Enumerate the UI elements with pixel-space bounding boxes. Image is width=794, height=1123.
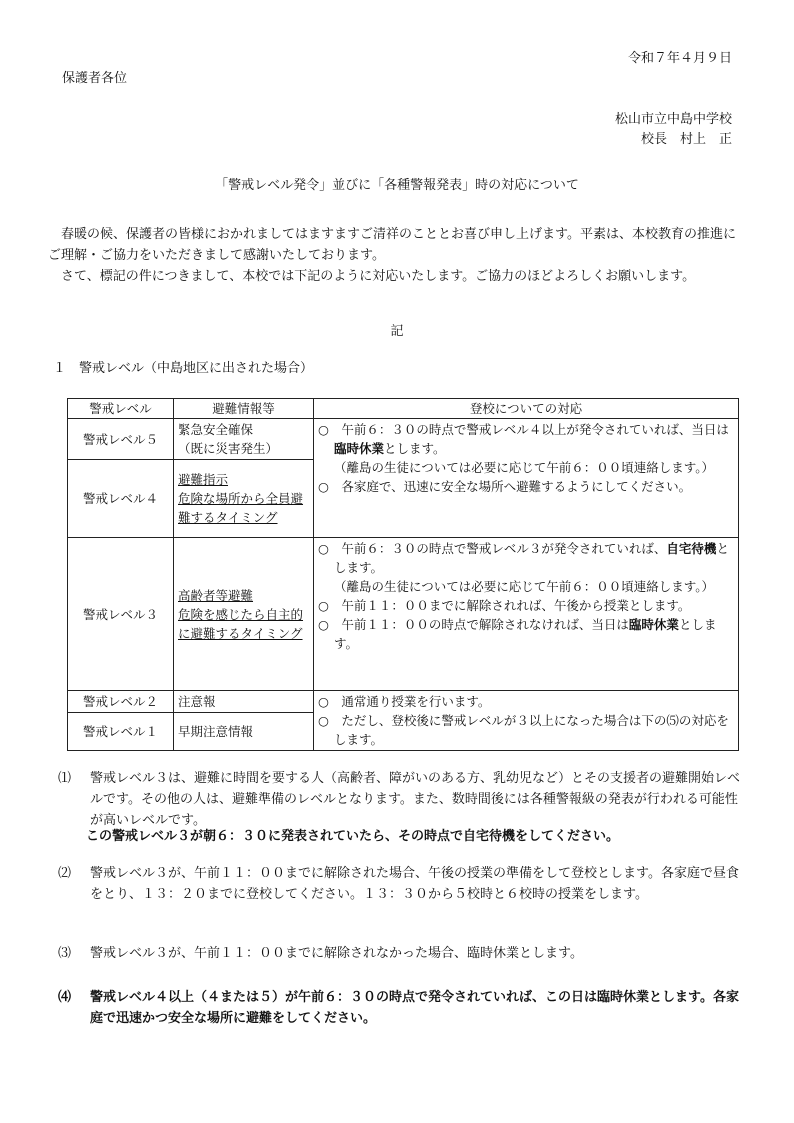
- info-text: 高齢者等避難: [178, 587, 254, 603]
- intro-paragraph-2: さて、標記の件につきまして、本校では下記のように対応いたします。ご協力のほどよろしくお願いします。: [61, 269, 696, 284]
- document-date: 令和７年４月９日: [627, 51, 732, 66]
- ki-heading: 記: [390, 324, 404, 339]
- table-row: [68, 538, 739, 691]
- response-line: ○ 通常通り授業を行います。: [318, 694, 491, 709]
- section-heading: １ 警戒レベル（中島地区に出された場合）: [53, 361, 314, 376]
- response-level-3: [314, 538, 739, 691]
- note-4: [58, 987, 746, 1029]
- response-line: （離島の生徒については必要に応じて午前６：００頃連絡します。）: [334, 460, 715, 475]
- level-5-cell: 警戒レベル５: [68, 419, 174, 460]
- info-text: 避難指示: [178, 472, 229, 487]
- header-level: 警戒レベル: [68, 399, 174, 419]
- level-2-cell: 警戒レベル２: [68, 691, 174, 713]
- level-5-info: [174, 419, 314, 460]
- note-text: 警戒レベル３が、午前１１：００までに解除された場合、午後の授業の準備をして登校とします。各家庭で昼食をとり、１３：２０までに登校してください。１３：３０から５校時と６校時の授業をします。: [90, 866, 739, 902]
- response-line: ○ 各家庭で、迅速に安全な場所へ避難するようにしてください。: [318, 479, 692, 494]
- note-number: ⑷: [58, 990, 72, 1005]
- response-line: ○ 午前１１：００までに解除されれば、午後から授業とします。: [318, 598, 691, 613]
- level-3-info: [174, 538, 314, 691]
- level-1-cell: 警戒レベル１: [68, 713, 174, 751]
- response-line: ○ 午前６：３０の時点で警戒レベル４以上が発令されていれば、当日は臨時休業とします。: [318, 422, 729, 456]
- document-title: 「警戒レベル発令」並びに「各種警報発表」時の対応について: [215, 178, 579, 193]
- level-1-info: 早期注意情報: [174, 713, 314, 751]
- info-text: 危険な場所から全員避難するタイミング: [178, 491, 304, 525]
- response-level-1-2: [314, 691, 739, 751]
- level-2-info: 注意報: [174, 691, 314, 713]
- response-line: （離島の生徒については必要に応じて午前６：００頃連絡します。）: [334, 579, 715, 594]
- header-info: 避難情報等: [174, 399, 314, 419]
- response-line: ○ 午前６：３０の時点で警戒レベル３が発令されていれば、自宅待機とします。: [318, 541, 729, 575]
- response-line: ○ ただし、登校後に警戒レベルが３以上になった場合は下の⑸の対応をします。: [318, 713, 729, 747]
- note-text: 警戒レベル４以上（４または５）が午前６：３０の時点で発令されていれば、この日は臨時休業とします。各家庭で迅速かつ安全な場所に避難をしてください。: [90, 990, 739, 1026]
- response-level-4-5: [314, 419, 739, 538]
- intro-paragraph-1: 春暖の候、保護者の皆様におかれましてはますますご清祥のこととお喜び申し上げます。平素は、本校教育の推進にご理解・ご協力をいただきまして感謝いたしております。: [48, 227, 736, 263]
- table-row: [68, 691, 739, 713]
- level-4-cell: 警戒レベル４: [68, 460, 174, 538]
- note-text: 警戒レベル３が、午前１１：００までに解除されなかった場合、臨時休業とします。: [90, 946, 583, 961]
- table-header-row: [68, 399, 739, 419]
- principal-name: 校長 村上 正: [640, 132, 732, 147]
- level-4-info: [174, 460, 314, 538]
- note-number: ⑶: [58, 946, 72, 961]
- note-3: [58, 943, 746, 964]
- note-number: ⑴: [58, 771, 72, 786]
- info-text: （既に災害発生）: [178, 441, 279, 456]
- note-text: 警戒レベル３は、避難に時間を要する人（高齢者、障がいのある方、乳幼児など）とその支援者の避難開始レベルです。その他の人は、避難準備のレベルとなります。また、数時間後には各種警報級の発表が行われる可能性が高いレベルです。: [90, 771, 741, 828]
- table-row: [68, 419, 739, 460]
- note-1-emphasis: この警戒レベル３が朝６：３０に発表されていたら、その時点で自宅待機をしてください。: [86, 829, 620, 844]
- response-line: ○ 午前１１：００の時点で解除されなければ、当日は臨時休業とします。: [318, 617, 717, 651]
- recipient: 保護者各位: [62, 71, 128, 86]
- note-2: [58, 863, 746, 905]
- header-response: 登校についての対応: [314, 399, 739, 419]
- level-3-cell: 警戒レベル３: [68, 538, 174, 691]
- note-number: ⑵: [58, 866, 72, 881]
- alert-level-table: [67, 398, 739, 751]
- info-text: 緊急安全確保: [178, 422, 254, 437]
- school-name: 松山市立中島中学校: [614, 112, 732, 127]
- info-text: 危険を感じたら自主的に避難するタイミング: [178, 606, 304, 641]
- note-1: [58, 768, 746, 831]
